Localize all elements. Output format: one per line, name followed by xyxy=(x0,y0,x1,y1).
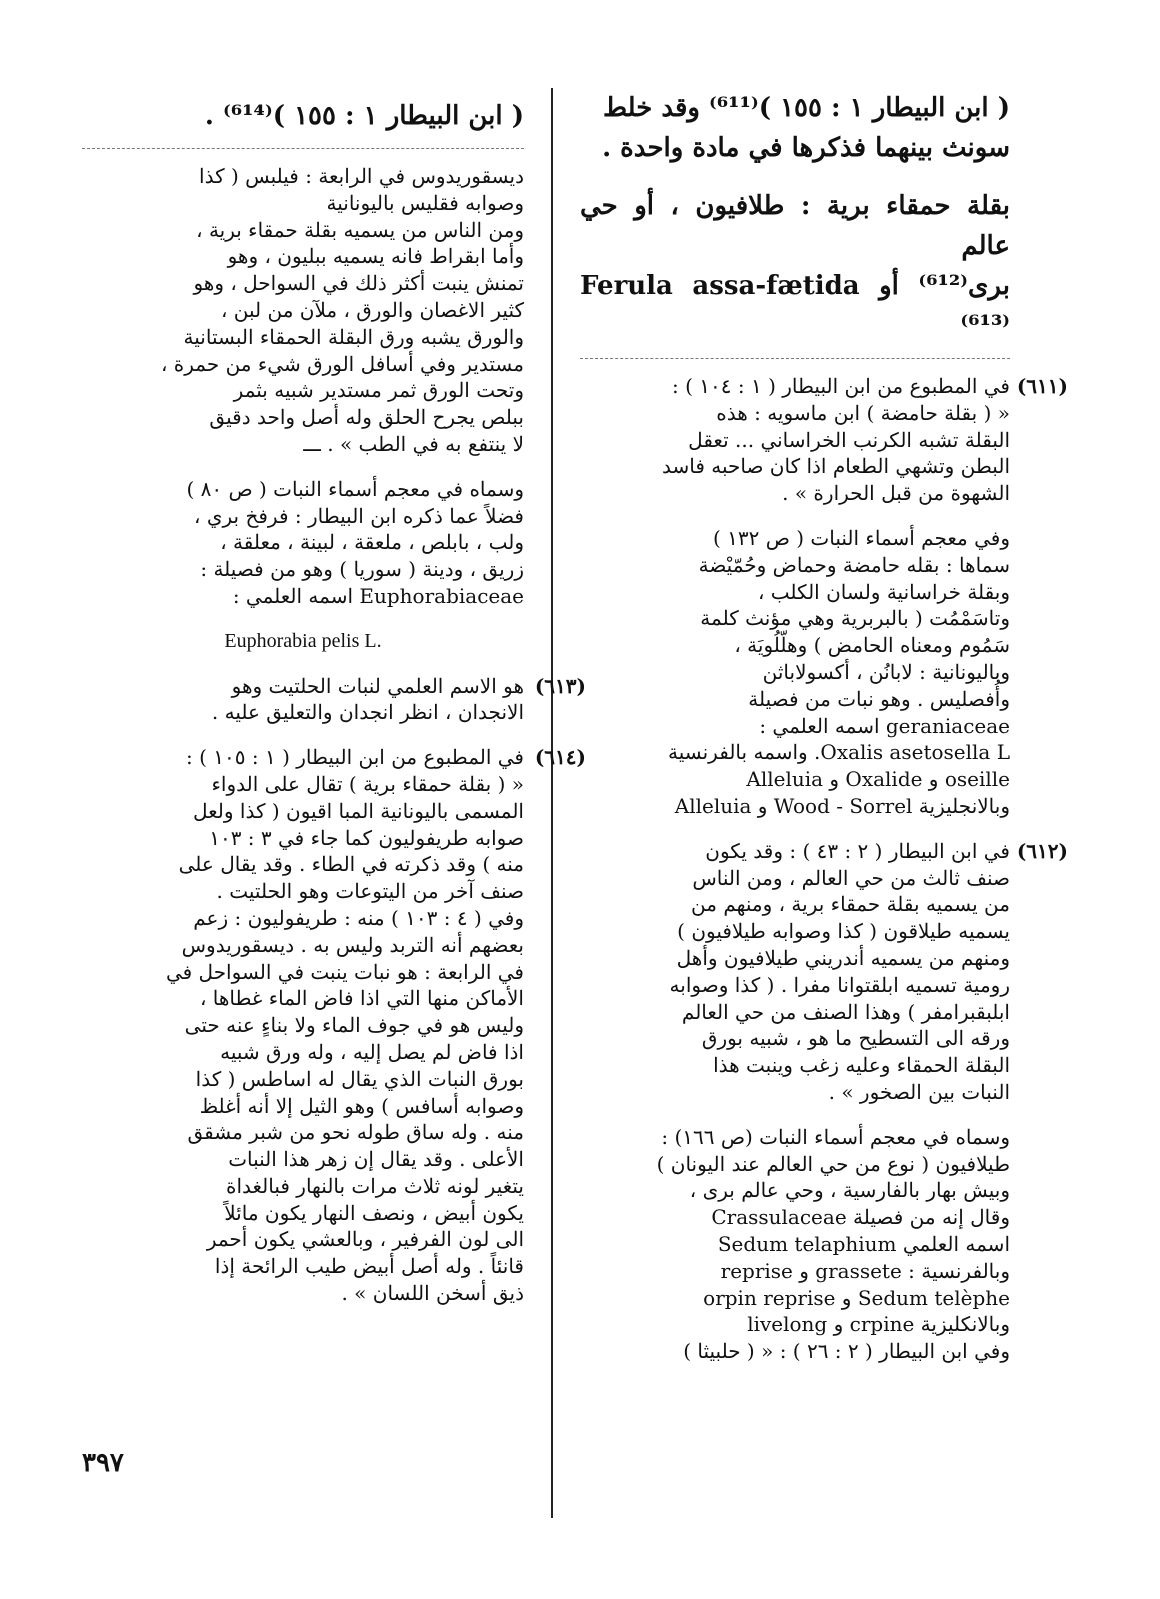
footnote-613 xyxy=(82,673,586,727)
text-line: oseille و Oxalide و Alleluia xyxy=(746,767,1010,792)
footnote-separator xyxy=(580,358,1010,359)
text-line: Sedum telèphe و orpin reprise xyxy=(703,1285,1010,1310)
text-line: وأُفصليس . وهو نبات من فصيلة xyxy=(748,686,1010,711)
text-line: منه ) وقد ذكرته في الطاء . وقد يقال على xyxy=(178,852,524,877)
text-line: وصوابه فقليس باليونانية xyxy=(326,190,524,215)
text-line: وبالانجليزية Wood - Sorrel و Alleluia xyxy=(674,793,1010,818)
text-line: النبات بين الصخور » . xyxy=(828,1079,1010,1104)
text-line: فضلاً عما ذكره ابن البيطار : فرفخ بري ، xyxy=(194,503,524,528)
text-line: سماها : بقله حامضة وحماض وحُمّيْضة xyxy=(698,552,1010,577)
footnote-612 xyxy=(580,838,1068,1365)
footnote-number: (٦١٢) xyxy=(1016,838,1068,863)
text-line: زريق ، ودينة ( سوريا ) وهو من فصيلة : xyxy=(200,557,524,582)
text-line: بعضهم أنه التربد وليس به . ديسقوريدوس xyxy=(181,932,524,957)
text-line: في المطبوع من ابن البيطار ( ١ : ١٠٥ ) : xyxy=(186,745,524,770)
footnote-number: (٦١٤) xyxy=(534,745,586,770)
text-line: وأما ابقراط فانه يسميه ببليون ، وهو xyxy=(227,244,524,269)
text-line: في المطبوع من ابن البيطار ( ١ : ١٠٤ ) : xyxy=(672,374,1010,398)
text-line: وفي ( ٤ : ١٠٣ ) منه : طريفوليون : زعم xyxy=(193,905,524,930)
text-line: سَمُوم ومعناه الحامض ) وهلّلُويَة ، xyxy=(734,633,1010,658)
text-line: يسميه طيلاقون ( كذا وصوابه طيلافيون ) xyxy=(677,919,1010,944)
text-line: وتحت الورق ثمر مستدير شبيه بثمر xyxy=(233,378,524,403)
text-line: وسماه في معجم أسماء النبات ( ص ٨٠ ) xyxy=(186,476,524,501)
text-line: ومنهم من يسميه أندريني طيلافيون وأهل xyxy=(676,945,1010,970)
text-line: « ( بقلة حامضة ) ابن ماسويه : هذه xyxy=(716,400,1010,425)
text-line: قانئاً . وله أصل أبيض طيب الرائحة إذا xyxy=(214,1254,524,1279)
text-line: « ( بقلة حمقاء برية ) تقال على الدواء xyxy=(211,771,524,796)
right-column-header xyxy=(580,88,1010,168)
right-column xyxy=(580,88,1068,1383)
text-line: رومية تسميه ابلقتوانا مفرا . ( كذا وصوابه xyxy=(669,972,1010,997)
text-line: وبيش بهار بالفارسية ، وحي عالم برى ، xyxy=(689,1178,1010,1203)
text-line: الى لون الفرفير ، وبالعشي يكون أحمر xyxy=(206,1227,524,1252)
text-line: ذيق أسخن اللسان » . xyxy=(341,1281,524,1306)
text-line: geraniaceae اسمه العلمي : xyxy=(759,713,1010,738)
text-line: من يسميه بقلة حمقاء برية ، ومنهم من xyxy=(691,892,1010,917)
text-line: الأعلى . وقد يقال إن زهر هذا النبات xyxy=(228,1147,524,1172)
text-line: ( ابن البيطار ١ : ١٥٥ )⁽⁶¹¹⁾ وقد خلط xyxy=(602,93,1010,123)
text-line: وسماه في معجم أسماء النبات (ص ١٦٦) : xyxy=(661,1124,1010,1149)
text-line: البقلة تشبه الكرنب الخراساني ... تعقل xyxy=(688,427,1010,452)
left-column xyxy=(82,96,586,1325)
entry-bakla-hamqa xyxy=(580,186,1010,346)
footnote-continuation xyxy=(82,163,524,655)
text-line: كثير الاغصان والورق ، ملآن من لبن ، xyxy=(220,297,524,322)
text-line: وفي ابن البيطار ( ٢ : ٢٦ ) : « ( حلبيثا ) xyxy=(683,1339,1010,1364)
text-line: وبقلة خراسانية ولسان الكلب ، xyxy=(757,579,1010,604)
text-line: ديسقوريدوس في الرابعة : فيلبس ( كذا xyxy=(199,164,524,188)
text-line: اذا فاض لم يصل إليه ، وله ورق شبيه xyxy=(220,1039,524,1064)
text-line: وتاسَمْمُت ( بالبربرية وهي مؤنث كلمة xyxy=(700,606,1010,631)
text-line: وصوابه أسافس ) وهو الثيل إلا أنه أغلظ xyxy=(199,1093,524,1118)
text-line: يكون أبيض ، ونصف النهار يكون مائلاً xyxy=(224,1200,524,1225)
text-line: صوابه طريفوليون كما جاء في ٣ : ١٠٣ xyxy=(209,825,524,850)
text-line: ورقه الى التسطيح ما هو ، شبيه بورق xyxy=(701,1026,1010,1051)
text-line: البقلة الحمقاء وعليه زغب وينبت هذا xyxy=(713,1053,1010,1078)
text-line: مستدير وفي أسافل الورق شيء من حمرة ، xyxy=(160,351,524,376)
text-line: الأماكن منها التي اذا فاض الماء غطاها ، xyxy=(199,986,524,1011)
text-line: في الرابعة : هو نبات ينبت في السواحل في xyxy=(165,959,524,984)
text-line: ببلص يجرح الحلق وله أصل واحد دقيق xyxy=(209,405,524,430)
footnote-611 xyxy=(580,373,1068,820)
text-line: وليس هو في جوف الماء ولا بناءٍ عنه حتى xyxy=(184,1013,524,1038)
text-line: وباليونانية : لابانُن ، أكسولاباثن xyxy=(762,659,1010,684)
text-line: بورق النبات الذي يقال له اساطس ( كذا xyxy=(195,1066,524,1091)
scientific-name: Euphorabia pelis L. xyxy=(224,629,382,652)
text-line: ومن الناس من يسميه بقلة حمقاء برية ، xyxy=(196,217,524,242)
text-line: ابلبقبرامفر ) وهذا الصنف من حي العالم xyxy=(681,999,1010,1024)
text-line: منه . وله ساق طوله نحو من شبر مشقق xyxy=(187,1120,524,1145)
text-line: Oxalis asetosella L. واسمه بالفرنسية xyxy=(668,740,1010,765)
text-line: الشهوة من قبل الحرارة » . xyxy=(782,481,1010,506)
text-line: وبالفرنسية : grassete و reprise xyxy=(720,1258,1010,1283)
footnote-separator xyxy=(82,148,524,149)
text-line: الانجدان ، انظر انجدان والتعليق عليه . xyxy=(211,700,524,725)
text-line: بقلة حمقاء برية : طلافيون ، أو حي عالم xyxy=(580,191,1010,261)
text-line: سونث بينهما فذكرها في مادة واحدة . xyxy=(602,133,1010,163)
text-line: هو الاسم العلمي لنبات الحلتيت وهو xyxy=(231,673,524,698)
left-column-header: ( ابن البيطار ١ : ١٥٥ )⁽⁶¹⁴⁾ . xyxy=(204,101,524,131)
text-line: وقال إنه من فصيلة Crassulaceae xyxy=(711,1205,1010,1230)
text-line: صنف آخر من اليتوعات وهو الحلتيت . xyxy=(216,879,524,904)
column-divider xyxy=(551,88,553,1518)
text-line: والورق يشبه ورق البقلة الحمقاء البستانية xyxy=(183,324,524,349)
text-line: تمنش ينبت أكثر ذلك في السواحل ، وهو xyxy=(193,271,524,296)
text-line: برى⁽⁶¹²⁾ أو Ferula assa-fætida ⁽⁶¹³⁾ xyxy=(580,271,1010,341)
text-line: البطن وتشهي الطعام اذا كان صاحبه فاسد xyxy=(661,454,1010,479)
text-line: وفي معجم أسماء النبات ( ص ١٣٢ ) xyxy=(712,525,1010,550)
text-line: صنف ثالث من حي العالم ، ومن الناس xyxy=(692,865,1010,890)
text-line: وبالانكليزية crpine و livelong xyxy=(747,1312,1010,1337)
text-line: اسمه العلمي Sedum telaphium xyxy=(717,1231,1010,1256)
text-line: يتغير لونه ثلاث مرات بالنهار فبالغداة xyxy=(225,1173,524,1198)
footnote-number: (٦١٣) xyxy=(534,673,586,698)
text-line: المسمى باليونانية المبا اقيون ( كذا ولعل xyxy=(193,798,524,823)
footnote-614 xyxy=(82,744,586,1307)
text-line: طيلافيون ( نوع من حي العالم عند اليونان ) xyxy=(656,1151,1010,1176)
footnote-number: (٦١١) xyxy=(1016,374,1068,398)
text-line: Euphorabiaceae اسمه العلمي : xyxy=(232,583,524,608)
text-line: في ابن البيطار ( ٢ : ٤٣ ) : وقد يكون xyxy=(705,838,1010,863)
text-line: ولب ، بابلص ، ملعقة ، لبينة ، معلقة ، xyxy=(220,530,524,555)
page-number: ٣٩٧ xyxy=(82,1448,124,1478)
text-line: لا ينتفع به في الطب » . ـــ xyxy=(303,431,524,456)
